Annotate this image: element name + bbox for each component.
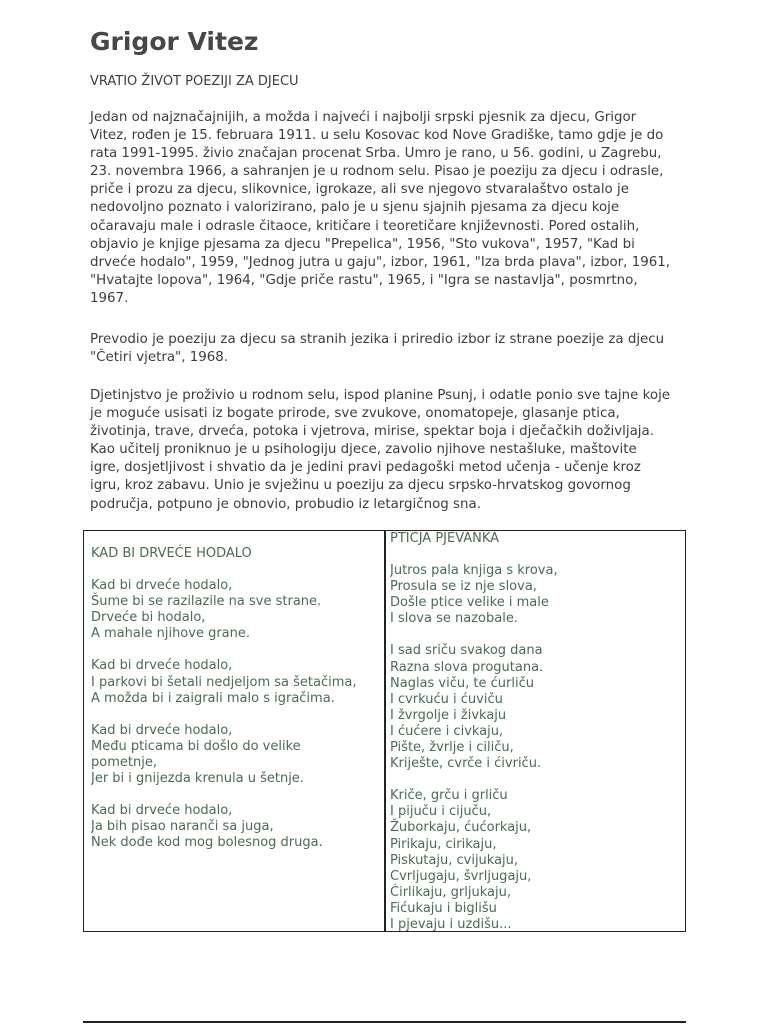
poem-stanza: Kad bi drveće hodalo, Šume bi se razilazile na sve strane. Drveće bi hodalo, A mahale njihove grane.: [91, 578, 322, 642]
poem-title: PTIČJA PJEVANKA: [390, 531, 500, 546]
paragraph-translations: Prevodio je poeziju za djecu sa stranih jezika i priredio izbor iz strane poezije za djecu "Četiri vjetra", 1968.: [90, 332, 665, 366]
poem-left-column: [91, 531, 379, 931]
column-divider: [384, 531, 386, 931]
bottom-rule: [83, 1021, 686, 1023]
poem-stanza: I sad sriču svakog dana Razna slova progutana. Naglas viču, te ćurliču I cvrkuću i ćuviču I žvrgolje i živkaju I ćućere i civkaju, Pište, žvrlje i ciliču, Kriješte, cvrče i ćivriču.: [390, 643, 544, 772]
poem-stanza: Jutros pala knjiga s krova, Prosula se iz nje slova, Došle ptice velike i male I slova se nazobale.: [390, 563, 558, 627]
article-subtitle: VRATIO ŽIVOT POEZIJI ZA DJECU: [90, 74, 299, 89]
poem-stanza: Kriče, grču i grliču I pijuču i cijuču, Žuborkaju, ćućorkaju, Pirikaju, cirikaju, Piskutaju, cvijukaju, Cvrljugaju, švrljugaju, Ćirlikaju, grljukaju, Fićukaju i biglišu I pjevaju i uzdišu...: [390, 788, 532, 931]
page-title: Grigor Vitez: [90, 27, 259, 56]
paragraph-biography: Jedan od najznačajnijih, a možda i najveći i najbolji srpski pjesnik za djecu, Grigor Vitez, rođen je 15. februara 1911. u selu Kosovac kod Nove Gradiške, tamo gdje je do rata 1991-1995. živio značajan procenat Srba. Umro je rano, u 56. godini, u Zagrebu, 23. novembra 1966, a sahranjen je u rodnom selu. Pisao je poeziju za djecu i odrasle, priče i prozu za djecu, slikovnice, igrokaze, ali sve njegovo stvaralaštvo ostalo je nedovoljno poznato i valorizirano, palo je u sjenu sjajnih pjesama za djecu koje očaravaju male i odrasle čitaoce, kritičare i teoretičare književnosti. Pored ostalih, objavio je knjige pjesama za djecu "Prepelica", 1956, "Sto vukova", 1957, "Kad bi drveće hodalo", 1959, "Jednog jutra u gaju", izbor, 1961, "Iza brda plava", izbor, 1961, "Hvatajte lopova", 1964, "Gdje priče rastu", 1965, i "Igra se nastavlja", posmrtno, 1967.: [90, 110, 671, 306]
poem-stanza: Kad bi drveće hodalo, Među pticama bi došlo do velike pometnje, Jer bi i gnijezda krenula u šetnje.: [91, 722, 304, 787]
poem-table: [83, 530, 686, 932]
poem-stanza: Kad bi drveće hodalo, Ja bih pisao naranči sa juga, Nek dođe kod mog bolesnog druga.: [91, 803, 323, 851]
poem-stanza: Kad bi drveće hodalo, I parkovi bi šetali nedjeljom sa šetačima, A možda bi i zaigrali malo s igračima.: [91, 658, 357, 706]
poem-right-column: [390, 531, 682, 931]
paragraph-childhood: Djetinjstvo je proživio u rodnom selu, ispod planine Psunj, i odatle ponio sve tajne koje je moguće usisati iz bogate prirode, sve zvukove, onomatopeje, glasanje ptica, životinja, trave, drveća, potoka i vjetrova, mirise, spektar boja i dječačkih doživljaja. Kao učitelj proniknuo je u psihologiju djece, zavolio njihove nestašluke, maštovite igre, dosjetljivost i shvatio da je jedini pravi pedagoški metod učenja - učenje kroz igru, kroz zabavu. Unio je svježinu u poeziju za djecu srpsko-hrvatskog govornog područja, potpuno je obnovio, probudio iz letargičnog sna.: [90, 388, 671, 512]
poem-title: KAD BI DRVEĆE HODALO: [91, 546, 252, 561]
